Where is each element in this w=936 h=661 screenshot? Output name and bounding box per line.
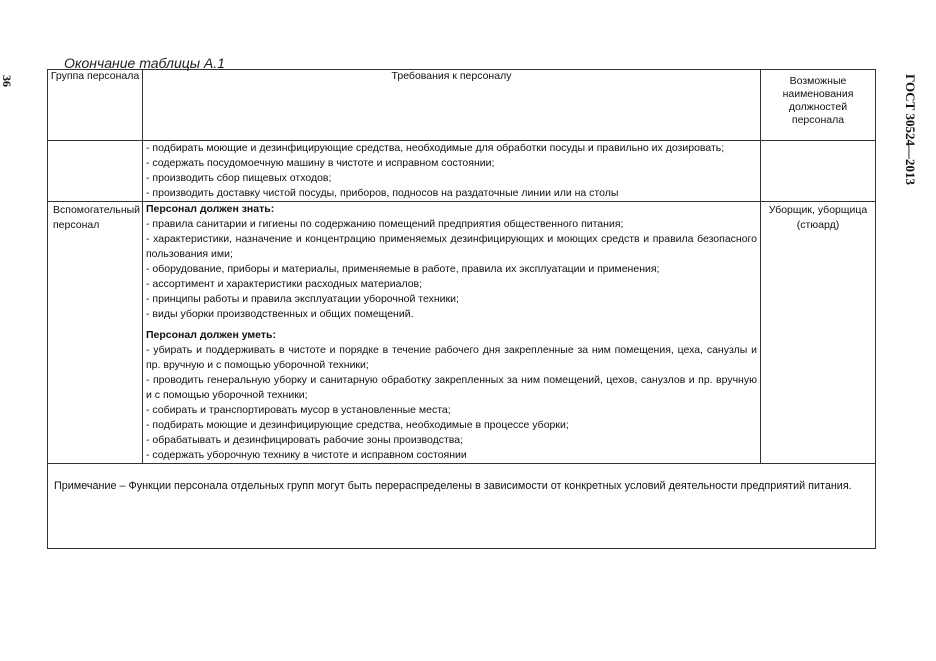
continuation-row	[48, 141, 876, 202]
requirement-line: - производить сбор пищевых отходов;	[146, 172, 332, 184]
continuation-requirements	[143, 141, 761, 202]
requirement-line: - собирать и транспортировать мусор в установленные места;	[146, 404, 451, 416]
requirement-line: - принципы работы и правила эксплуатации уборочной техники;	[146, 293, 459, 305]
requirement-line: - характеристики, назначение и концентрацию применяемых дезинфицирующих и моющих средств и правила безопасного пользования ими;	[146, 233, 757, 260]
requirement-line: - производить доставку чистой посуды, приборов, подносов на раздаточные линии или на столы	[146, 187, 619, 199]
auxiliary-requirements	[143, 202, 761, 464]
note-row	[48, 464, 876, 549]
group-name: Вспомогательный персонал	[48, 202, 143, 464]
auxiliary-staff-row	[48, 202, 876, 464]
continuation-positions-cell	[761, 141, 876, 202]
table-caption: Окончание таблицы А.1	[64, 55, 225, 71]
requirement-line: - подбирать моющие и дезинфицирующие средства, необходимые в процессе уборки;	[146, 419, 569, 431]
table-header-row	[48, 70, 876, 141]
requirement-line: - обрабатывать и дезинфицировать рабочие зоны производства;	[146, 434, 463, 446]
table-note: Примечание – Функции персонала отдельных групп могут быть перераспределены в зависимости от конкретных условий деятельности предприятий питания.	[48, 464, 876, 549]
requirement-line: - правила санитарии и гигиены по содержанию помещений предприятия общественного питания;	[146, 218, 624, 230]
can-title: Персонал должен уметь:	[146, 329, 276, 341]
requirement-line: - оборудование, приборы и материалы, применяемые в работе, правила их эксплуатации и применения;	[146, 263, 660, 275]
requirement-line: - убирать и поддерживать в чистоте и порядке в течение рабочего дня закрепленные за ним помещения, цеха, санузлы и пр. вручную и с помощью уборочной техники;	[146, 344, 757, 371]
requirements-table	[47, 69, 876, 549]
position-names: Уборщик, уборщица (стюард)	[761, 202, 876, 464]
know-title: Персонал должен знать:	[146, 203, 275, 215]
requirement-line: - содержать посудомоечную машину в чистоте и исправном состоянии;	[146, 157, 495, 169]
requirement-line: - виды уборки производственных и общих помещений.	[146, 308, 414, 320]
requirement-line: - содержать уборочную технику в чистоте и исправном состоянии	[146, 449, 467, 461]
requirement-line: - проводить генеральную уборку и санитарную обработку закрепленных за ним помещений, цехов, санузлов и пр. вручную и с помощью уборочной техники;	[146, 374, 757, 401]
header-group: Группа персонала	[48, 70, 143, 141]
requirement-line: - подбирать моющие и дезинфицирующие средства, необходимые для обработки посуды и правильно их дозировать;	[146, 142, 725, 154]
page-number: 36	[0, 75, 14, 87]
requirement-line: - ассортимент и характеристики расходных материалов;	[146, 278, 423, 290]
continuation-group-cell	[48, 141, 143, 202]
standard-label: ГОСТ 30524—2013	[903, 74, 918, 186]
header-requirements: Требования к персоналу	[143, 70, 761, 141]
header-positions: Возможные наименования должностей персонала	[761, 70, 876, 141]
